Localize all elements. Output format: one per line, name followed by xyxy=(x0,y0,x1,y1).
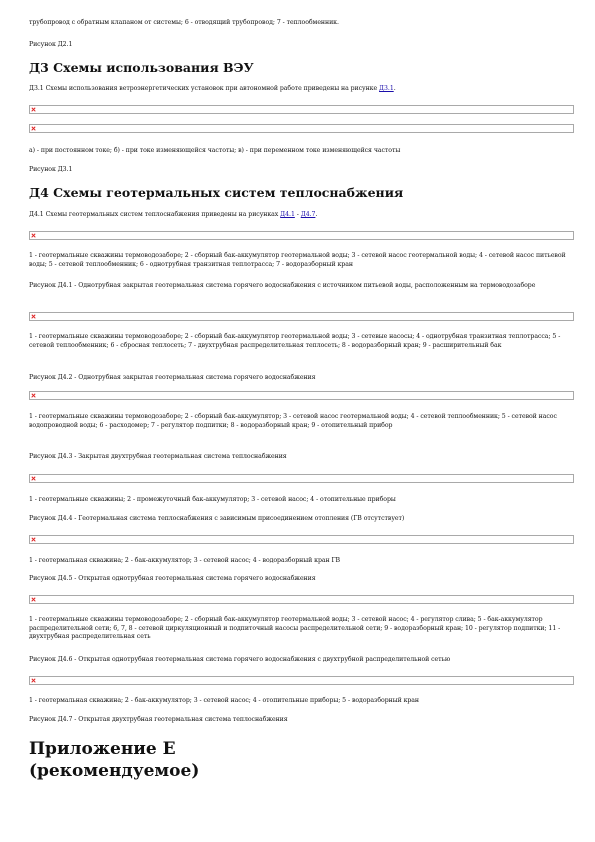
figure-legend-d4-5: 1 - геотермальная скважина; 2 - бак-аккумулятор; 3 - сетевой насос; 4 - водоразборный кран ГВ xyxy=(29,557,341,564)
broken-image-icon xyxy=(29,535,574,544)
appendix-title xyxy=(29,738,574,782)
figure-caption-d4-7: Рисунок Д4.7 - Открытая двухтрубная геотермальная система теплоснабжения xyxy=(29,716,288,723)
broken-image-icon xyxy=(29,105,574,114)
figure-caption-d4-2: Рисунок Д4.2 - Однотрубная закрытая геотермальная система горячего водоснабжения xyxy=(29,374,316,381)
figure-legend-d4-4: 1 - геотермальные скважины; 2 - промежуточный бак-аккумулятор; 3 - сетевой насос; 4 - отопительные приборы xyxy=(29,496,396,503)
figure-legend-d3: а) - при постоянном токе; б) - при токе изменяющейся частоты; в) - при переменном токе изменяющейся частоты xyxy=(29,147,401,154)
link-fig-d3-1[interactable]: Д3.1 xyxy=(379,85,394,92)
figure-caption-d4-1: Рисунок Д4.1 - Однотрубная закрытая геотермальная система горячего водоснабжения с источником питьевой воды, расположенным на термоводозаборе xyxy=(29,282,536,289)
figure-legend-d4-7: 1 - геотермальная скважина; 2 - бак-аккумулятор; 3 - сетевой насос; 4 - отопительные приборы; 5 - водоразборный кран xyxy=(29,697,420,704)
figure-caption-d4-5: Рисунок Д4.5 - Открытая однотрубная геотермальная система горячего водоснабжения xyxy=(29,575,316,582)
figure-legend-d4-3: 1 - геотермальные скважины термоводозаборе; 2 - сборный бак-аккумулятор; 3 - сетевой насос геотермальной воды; 4 - сетевой теплообменник; 5 - сетевой насос водопроводной воды; 6 - расходомер; 7 - регулятор подпитки; 8 - водоразборный кран; 9 - отопительный прибор xyxy=(29,413,557,429)
link-fig-d4-7[interactable]: Д4.7 xyxy=(300,211,316,218)
broken-image-icon xyxy=(29,231,574,240)
link-separator: - xyxy=(294,211,301,218)
figure-caption-d2-1: Рисунок Д2.1 xyxy=(29,41,73,48)
figure-legend-d4-6: 1 - геотермальные скважины термоводозаборе; 2 - сборный бак-аккумулятор геотермальной воды; 3 - сетевой насос; 4 - регулятор слива; 5 - бак-аккумулятор распределительной сети; 6, 7, 8 - сетевой циркуляционный и подпиточный насосы распределительной сети; 9 - водоразборный кран; 10 - регулятор подпитки; 11 - двухтрубная распределительная сеть xyxy=(29,616,561,641)
continuation-text: трубопровод с обратным клапаном от системы; 6 - отводящий трубопровод; 7 - теплообменник. xyxy=(29,19,339,26)
paragraph-d4-1: Д4.1 Схемы геотермальных систем теплоснабжения приведены на рисунках Д4.1 - Д4.7. xyxy=(29,211,318,218)
paragraph-d3-1: Д3.1 Схемы использования ветроэнергетических установок при автономной работе приведены на рисунке Д3.1. xyxy=(29,85,396,92)
figure-caption-d4-6: Рисунок Д4.6 - Открытая однотрубная геотермальная система горячего водоснабжения с двухтрубной распределительной сетью xyxy=(29,656,451,663)
figure-caption-d4-4: Рисунок Д4.4 - Геотермальная система теплоснабжения с зависимым присоединением отопления (ГВ отсутствует) xyxy=(29,515,405,522)
paragraph-d4-1-text: Д4.1 Схемы геотермальных систем теплоснабжения приведены на рисунках xyxy=(29,211,281,218)
figure-legend-d4-1: 1 - геотермальные скважины термоводозаборе; 2 - сборный бак-аккумулятор геотермальной воды; 3 - сетевой насос геотермальной воды; 4 - сетевой насос питьевой воды; 5 - сетевой теплообменник; 6 - однотрубная транзитная теплотрасса; 7 - водоразборный кран xyxy=(29,252,566,268)
broken-image-icon xyxy=(29,391,574,400)
section-title-d4: Д4 Схемы геотермальных систем теплоснабжения xyxy=(29,185,404,200)
broken-image-icon xyxy=(29,474,574,483)
broken-image-icon xyxy=(29,312,574,321)
appendix-title-line-1: Приложение Е xyxy=(29,739,176,759)
paragraph-d3-1-text: Д3.1 Схемы использования ветроэнергетических установок при автономной работе приведены на рисунке xyxy=(29,85,380,92)
appendix-title-line-2: (рекомендуемое) xyxy=(29,761,200,781)
broken-image-icon xyxy=(29,124,574,133)
figure-caption-d3-1: Рисунок Д3.1 xyxy=(29,166,73,173)
figure-caption-d4-3: Рисунок Д4.3 - Закрытая двухтрубная геотермальная система теплоснабжения xyxy=(29,453,287,460)
link-fig-d4-1[interactable]: Д4.1 xyxy=(280,211,295,218)
section-title-d3: Д3 Схемы использования ВЭУ xyxy=(29,60,254,75)
figure-legend-d4-2: 1 - геотермальные скважины термоводозаборе; 2 - сборный бак-аккумулятор геотермальной воды; 3 - сетевые насосы; 4 - однотрубная транзитная теплотрасса; 5 - сетевой теплообменник; 6 - сбросная теплосеть; 7 - двухтрубная распределительная теплосеть; 8 - водоразборный кран; 9 - расширительный бак xyxy=(29,333,561,349)
broken-image-icon xyxy=(29,676,574,685)
broken-image-icon xyxy=(29,595,574,604)
